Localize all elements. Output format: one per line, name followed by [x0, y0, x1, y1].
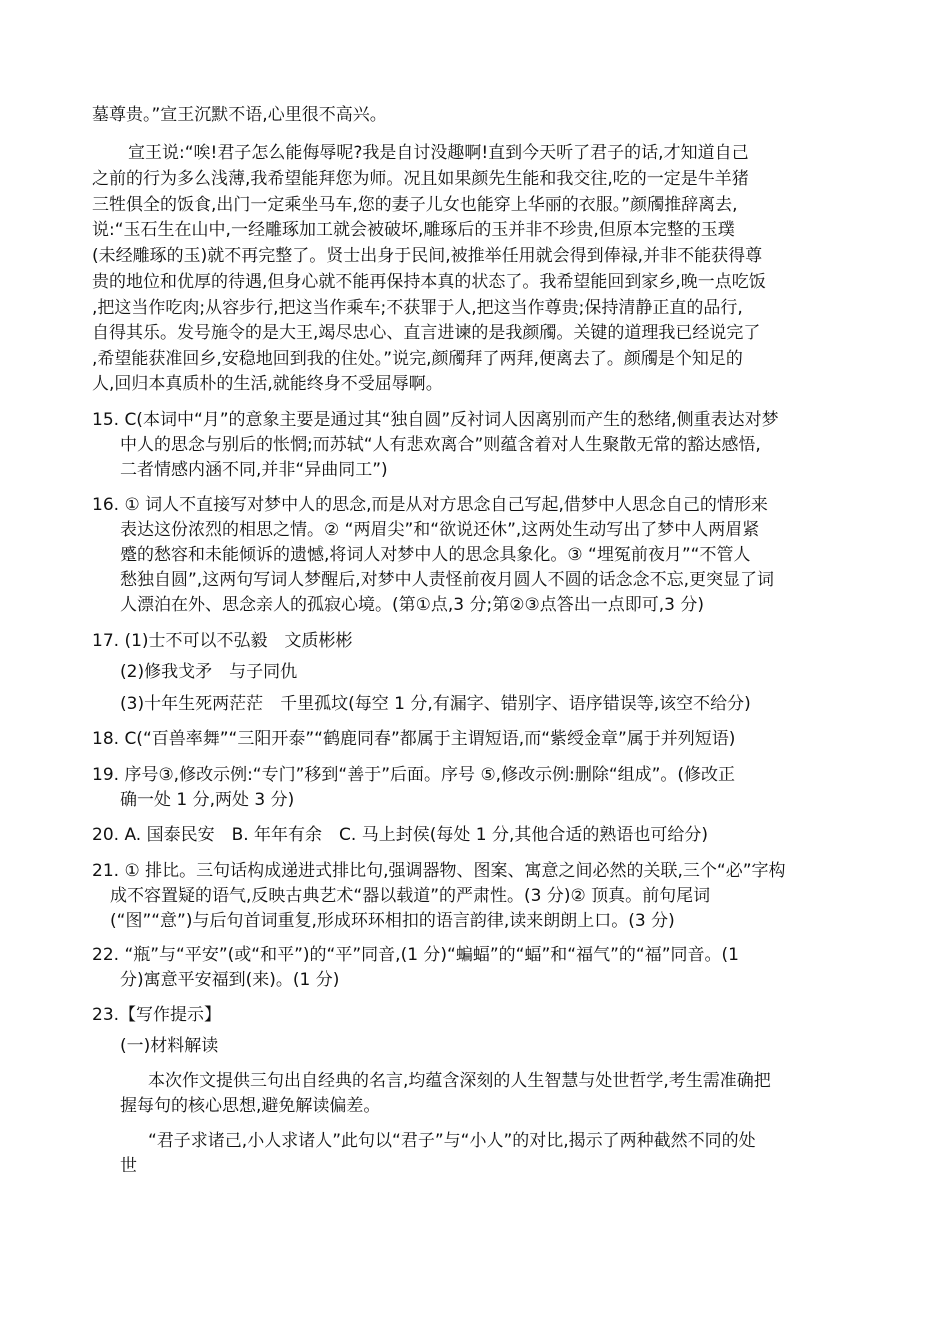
text-line: 蹙的愁容和未能倾诉的遗憾,将词人对梦中人的思念具象化。③ “埋冤前夜月”“不管人: [120, 545, 751, 565]
text-line: 确一处 1 分,两处 3 分): [120, 790, 295, 810]
text-line: 表达这份浓烈的相思之情。② “两眉尖”和“欲说还休”,这两处生动写出了梦中人两眉紧: [120, 520, 760, 540]
subheading: (一)材料解读: [120, 1036, 219, 1056]
text-line: “君子求诸己,小人求诸人”此句以“君子”与“小人”的对比,揭示了两种截然不同的处: [148, 1131, 756, 1151]
text-line: ,希望能获准回乡,安稳地回到我的住处。”说完,颜斶拜了两拜,便离去了。颜斶是个知足的: [92, 349, 743, 369]
text-line: 本次作文提供三句出自经典的名言,均蕴含深刻的人生智慧与处世哲学,考生需准确把: [148, 1071, 771, 1091]
text-line: 中人的思念与别后的怅惘;而苏轼“人有悲欢离合”则蕴含着对人生聚散无常的豁达感悟,: [120, 435, 761, 455]
text-line: (未经雕琢的玉)就不再完整了。贤士出身于民间,被推举任用就会得到俸禄,并非不能获得尊: [92, 246, 763, 266]
text-line: 宣王说:“唉!君子怎么能侮辱呢?我是自讨没趣啊!直到今天听了君子的话,才知道自己: [128, 143, 749, 163]
text-line: 说:“玉石生在山中,一经雕琢加工就会被破坏,雕琢后的玉并非不珍贵,但原本完整的玉璞: [92, 220, 735, 240]
text-line: 愁独自圆”,这两句写词人梦醒后,对梦中人责怪前夜月圆人不圆的话念念不忘,更突显了词: [120, 570, 775, 590]
answer-item-16: 16. ① 词人不直接写对梦中人的思念,而是从对方思念自己写起,借梦中人思念自己的情形来: [92, 495, 768, 515]
text-line: ,把这当作吃肉;从容步行,把这当作乘车;不获罪于人,把这当作尊贵;保持清静正直的品行,: [92, 298, 743, 318]
text-line: 世: [120, 1156, 137, 1176]
text-line: 二者情感内涵不同,并非“异曲同工”): [120, 460, 388, 480]
answer-item-18: 18. C(“百兽率舞”“三阳开泰”“鹤鹿同春”都属于主谓短语,而“紫绶金章”属于并列短语): [92, 729, 736, 749]
text-line: 之前的行为多么浅薄,我希望能拜您为师。况且如果颜先生能和我交往,吃的一定是牛羊猪: [92, 169, 749, 189]
text-line: 三牲俱全的饭食,出门一定乘坐马车,您的妻子儿女也能穿上华丽的衣服。”颜斶推辞离去,: [92, 195, 738, 215]
text-line: (2)修我戈矛 与子同仇: [120, 662, 298, 682]
text-line: 墓尊贵。”宣王沉默不语,心里很不高兴。: [92, 105, 387, 125]
text-line: 成不容置疑的语气,反映古典艺术“器以载道”的严肃性。(3 分)② 顶真。前句尾词: [110, 886, 711, 906]
text-line: (“图”“意”)与后句首词重复,形成环环相扣的语言韵律,读来朗朗上口。(3 分): [110, 911, 675, 931]
text-line: (3)十年生死两茫茫 千里孤坟(每空 1 分,有漏字、错别字、语序错误等,该空不给分): [120, 694, 751, 714]
answer-item-22: 22. “瓶”与“平安”(或“和平”)的“平”同音,(1 分)“蝙蝠”的“蝠”和“福气”的“福”同音。(1: [92, 945, 739, 965]
text-line: 自得其乐。发号施令的是大王,竭尽忠心、直言进谏的是我颜斶。关键的道理我已经说完了: [92, 323, 761, 343]
text-line: 贵的地位和优厚的待遇,但身心就不能再保持本真的状态了。我希望能回到家乡,晚一点吃饭: [92, 272, 766, 292]
section-heading: 23.【写作提示】: [92, 1005, 222, 1025]
answer-item-19: 19. 序号③,修改示例:“专门”移到“善于”后面。序号 ⑤,修改示例:删除“组成”。(修改正: [92, 765, 736, 785]
answer-item-17: 17. (1)士不可以不弘毅 文质彬彬: [92, 631, 353, 651]
answer-item-15: 15. C(本词中“月”的意象主要是通过其“独自圆”反衬词人因离别而产生的愁绪,侧重表达对梦: [92, 410, 779, 430]
answer-item-21: 21. ① 排比。三句话构成递进式排比句,强调器物、图案、寓意之间必然的关联,三个“必”字构: [92, 861, 786, 881]
text-line: 人漂泊在外、思念亲人的孤寂心境。(第①点,3 分;第②③点答出一点即可,3 分): [120, 595, 704, 615]
answer-item-20: 20. A. 国泰民安 B. 年年有余 C. 马上封侯(每处 1 分,其他合适的熟语也可给分): [92, 825, 709, 845]
text-line: 分)寓意平安福到(来)。(1 分): [120, 970, 340, 990]
text-line: 握每句的核心思想,避免解读偏差。: [120, 1096, 381, 1116]
text-line: 人,回归本真质朴的生活,就能终身不受屈辱啊。: [92, 374, 443, 394]
